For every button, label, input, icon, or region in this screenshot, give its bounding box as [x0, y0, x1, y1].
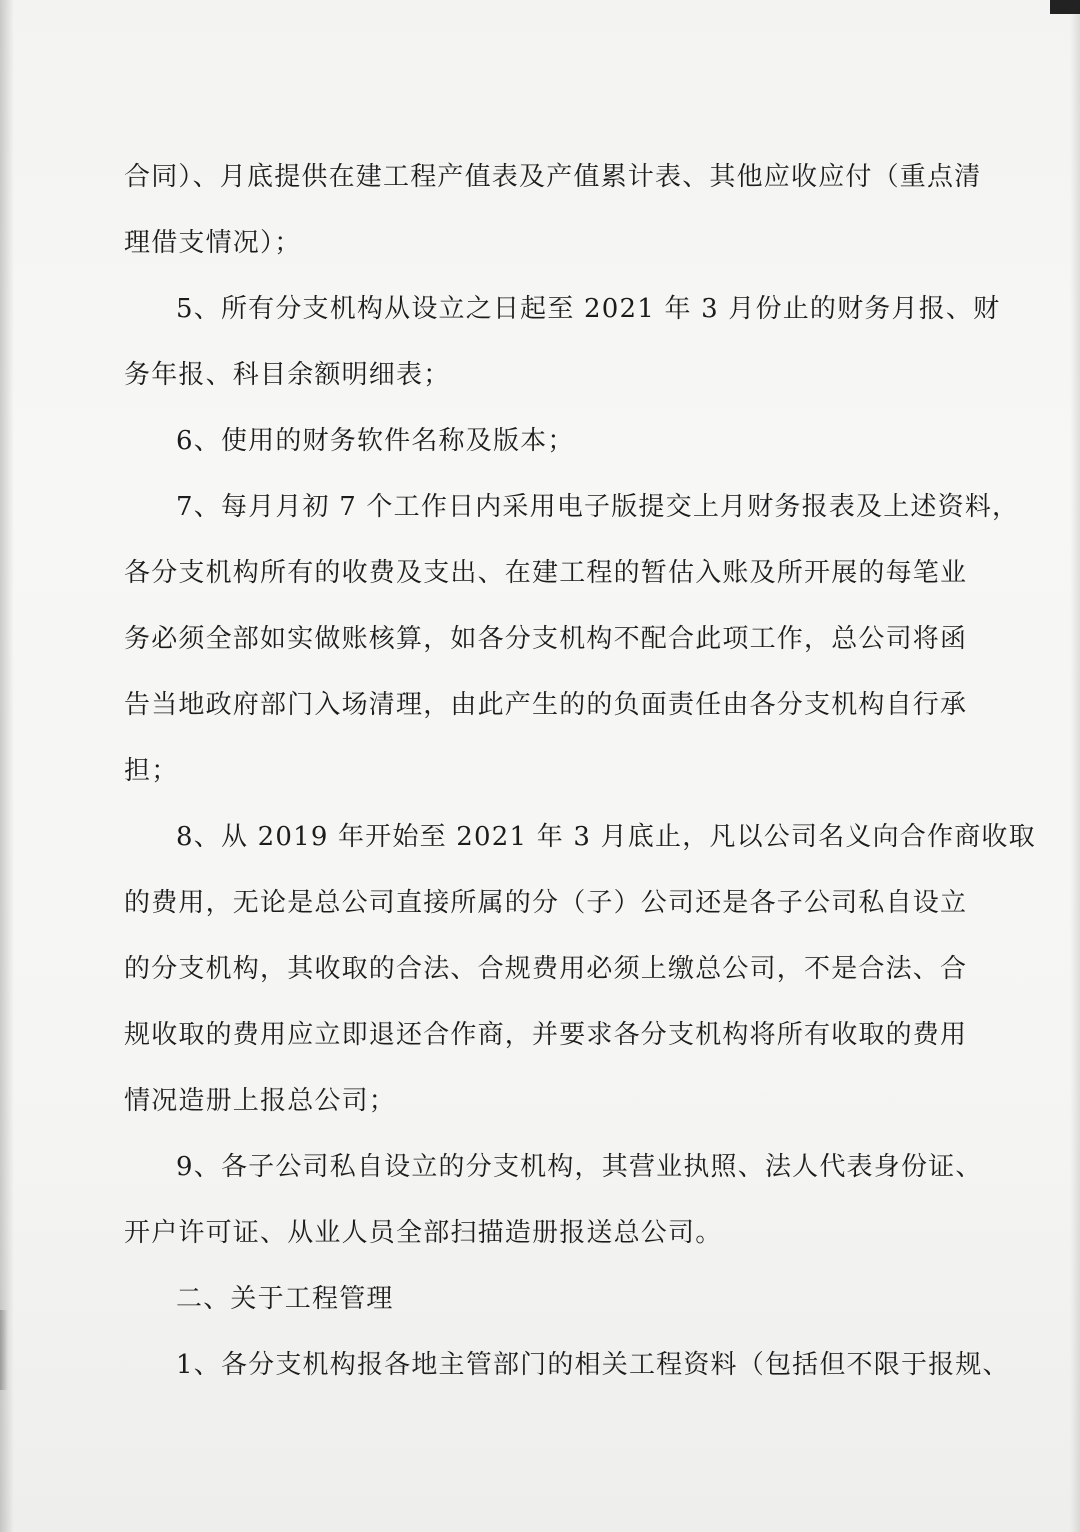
item-7-line-4: 告当地政府部门入场清理，由此产生的的负面责任由各分支机构自行承: [124, 690, 968, 720]
text-line-1: 合同）、月底提供在建工程产值表及产值累计表、其他应收应付（重点清: [124, 162, 982, 192]
item-8-line-4: 规收取的费用应立即退还合作商，并要求各分支机构将所有收取的费用: [124, 1020, 968, 1050]
item-7-line-1: 7、每月月初 7 个工作日内采用电子版提交上月财务报表及上述资料，: [176, 492, 1020, 522]
right-edge-shadow: [1070, 0, 1080, 1532]
item-7-line-3: 务必须全部如实做账核算，如各分支机构不配合此项工作，总公司将函: [124, 624, 968, 654]
item-7-line-5: 担；: [124, 756, 179, 786]
item-6-line-1: 6、使用的财务软件名称及版本；: [176, 426, 575, 456]
document-body: [124, 150, 1036, 1404]
item-5-line-1: 5、所有分支机构从设立之日起至 2021 年 3 月份止的财务月报、财: [176, 294, 1001, 324]
left-edge-mark: [0, 1310, 8, 1390]
left-edge-shadow: [0, 0, 14, 1532]
section-2-item-1-line-1: 1、各分支机构报各地主管部门的相关工程资料（包括但不限于报规、: [176, 1350, 1010, 1380]
item-5-line-2: 务年报、科目余额明细表；: [124, 360, 451, 390]
item-9-line-2: 开户许可证、从业人员全部扫描造册报送总公司。: [124, 1218, 723, 1248]
top-right-corner-mark: [1050, 0, 1080, 14]
item-8-line-5: 情况造册上报总公司；: [124, 1086, 397, 1116]
item-8-line-2: 的费用，无论是总公司直接所属的分（子）公司还是各子公司私自设立: [124, 888, 968, 918]
section-heading-engineering-management: 二、关于工程管理: [176, 1284, 394, 1314]
item-9-line-1: 9、各子公司私自设立的分支机构，其营业执照、法人代表身份证、: [176, 1152, 983, 1182]
item-7-line-2: 各分支机构所有的收费及支出、在建工程的暂估入账及所开展的每笔业: [124, 558, 968, 588]
item-8-line-1: 8、从 2019 年开始至 2021 年 3 月底止，凡以公司名义向合作商收取: [176, 822, 1036, 852]
item-8-line-3: 的分支机构，其收取的合法、合规费用必须上缴总公司，不是合法、合: [124, 954, 968, 984]
text-line-2: 理借支情况）；: [124, 228, 302, 258]
